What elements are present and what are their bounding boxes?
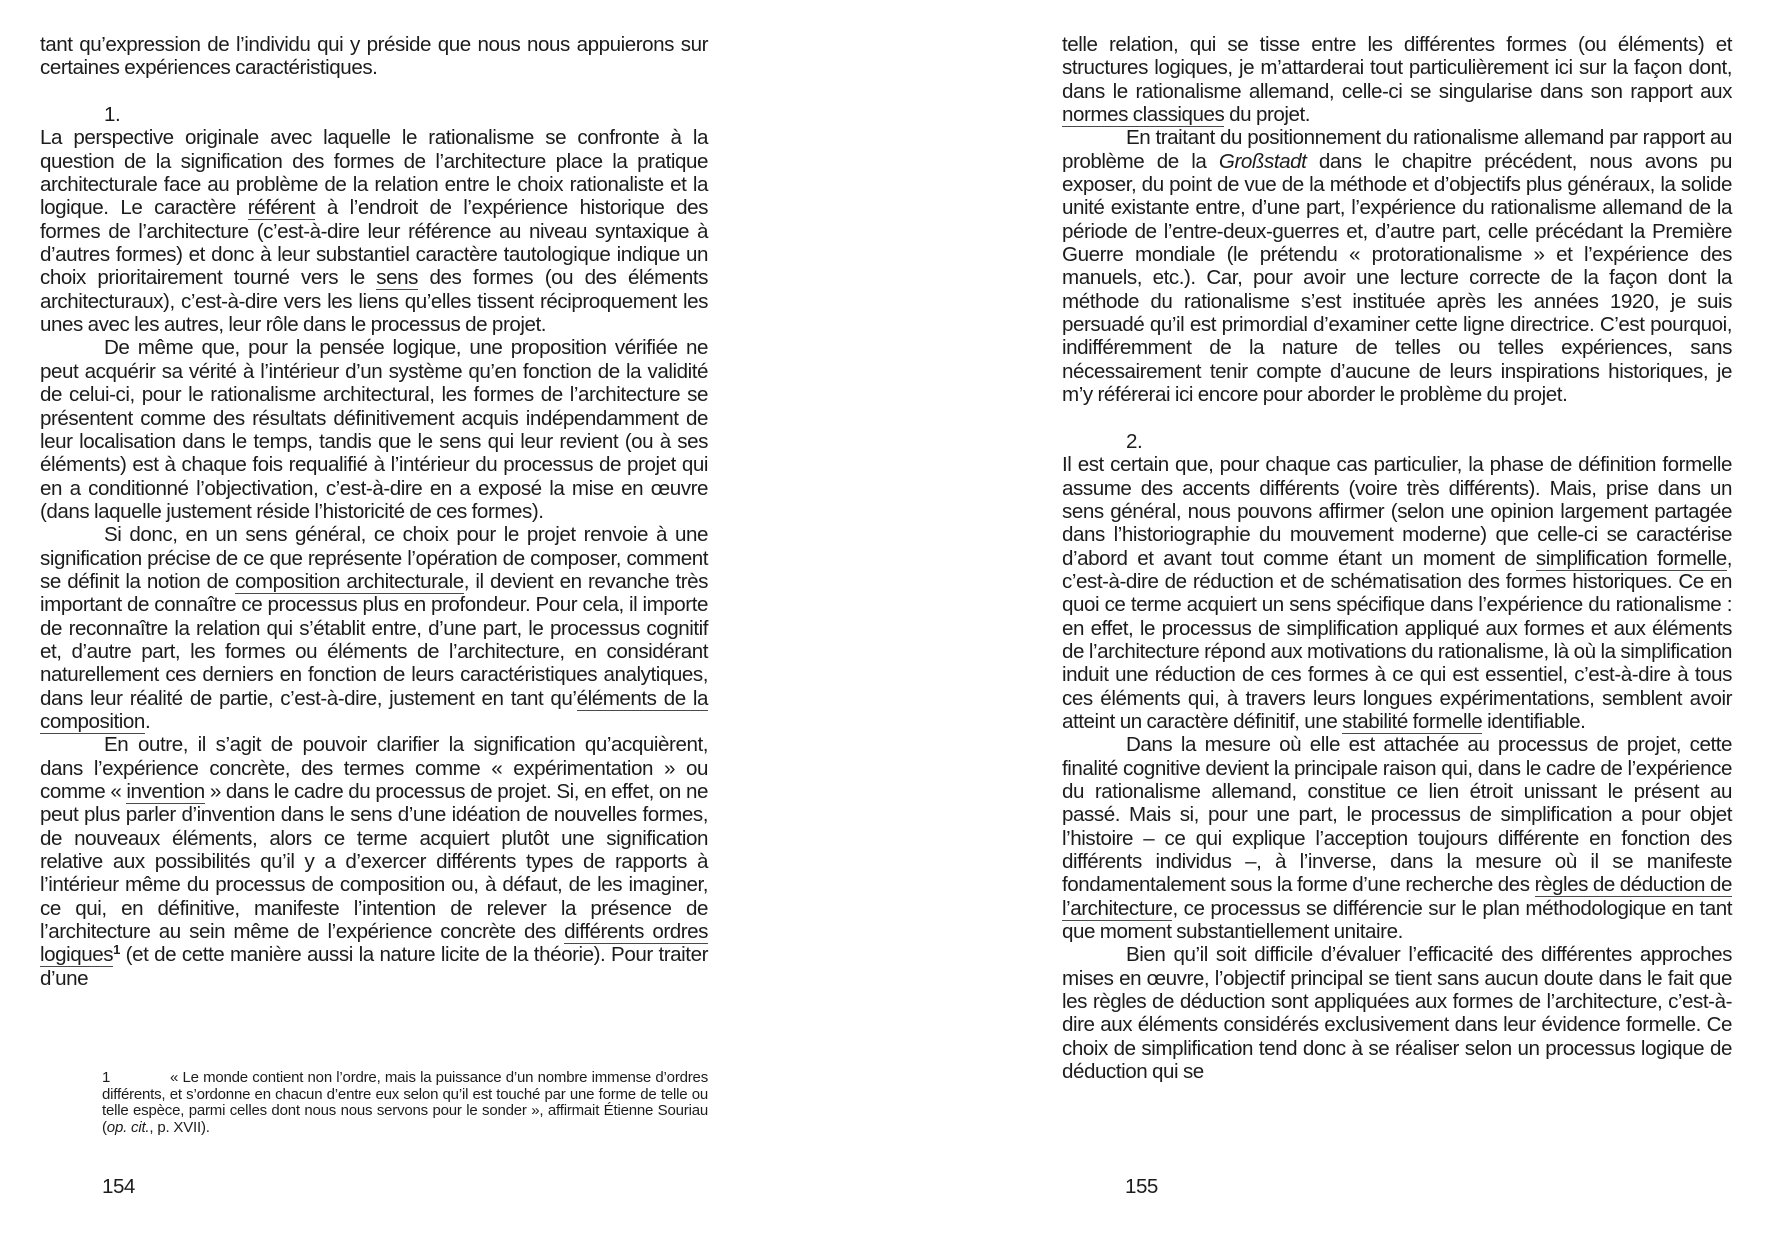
text-run: En traitant du positionnement du rationalisme allemand par rapport au problème de la bbox=[1062, 126, 1732, 173]
text-run: telle relation, qui se tisse entre les différentes formes (ou éléments) et structures logiques, je m’attarderai tout particulièrement ici sur la façon dont, dans le rationalisme allemand, celle-ci se singularise dans son rapport aux bbox=[1062, 33, 1732, 103]
text-run: La perspective originale avec laquelle le rationalisme se confronte à la question de la signification des formes de l’architecture place la pratique architecturale face au problème de la relation entre le choix rationaliste et la logique. Le caractère bbox=[40, 126, 708, 220]
underlined-term: simplification formelle bbox=[1535, 546, 1727, 570]
right-page-body bbox=[1062, 33, 1732, 1083]
underlined-term: différents ordres logiques bbox=[40, 920, 709, 967]
underlined-term: stabilité formelle bbox=[1342, 709, 1483, 733]
section-number: 2. bbox=[1126, 429, 1143, 453]
left-page-body bbox=[40, 33, 708, 990]
paragraph bbox=[1062, 943, 1732, 1083]
underlined-term: éléments de la composition bbox=[40, 686, 708, 733]
text-run: dans le chapitre précédent, nous avons pu exposer, du point de vue de la méthode et d’objectifs plus généraux, la solide unité existante entre, d’une part, l’expérience du rationalisme allemand de la période de l’entre-deux-guerres et, d’autre part, celle précédant la Première Guerre mondiale (le prétendu « protorationalisme » et l’expérience des manuels, etc.). Car, pour avoir une lecture correcte de la façon dont la méthode du rationalisme s’est instituée après les années 1920, je suis persuadé qu’il est primordial d’examiner cette ligne directrice. C’est pourquoi, indifféremment de la nature de telles ou telles expériences, sans nécessairement tenir compte d’aucune de leurs inspirations historiques, je m’y référerai ici encore pour aborder le problème du projet. bbox=[1062, 149, 1732, 407]
footnote-citation-italic: op. cit. bbox=[106, 1118, 150, 1136]
text-run: Dans la mesure où elle est attachée au processus de projet, cette finalité cognitive devient la principale raison qui, dans le cadre de l’expérience du rationalisme allemand, constitue ce lien étroit unissant le présent au passé. Mais si, pour une part, le processus de simplification a pour objet l’histoire – ce qui explique l’acception toujours différente en fonction des différents individus –, à l’inverse, dans la mesure où il se manifeste fondamentalement sous la forme d’une recherche des bbox=[1062, 733, 1732, 897]
italic-term: Großstadt bbox=[1218, 149, 1307, 173]
underlined-term: composition architecturale bbox=[235, 569, 464, 593]
text-run: tant qu’expression de l’individu qui y préside que nous nous appuierons sur certaines expériences caractéristiques. bbox=[40, 33, 708, 80]
text-run: identifiable. bbox=[1482, 709, 1586, 733]
paragraph bbox=[40, 523, 708, 733]
text-run: Il est certain que, pour chaque cas particulier, la phase de définition formelle assume des accents différents (voire très différents). Mais, prise dans un sens général, nous pouvons affirmer (selon une opinion largement partagée dans l’historiographie du mouvement moderne) que celle-ci se caractérise d’abord et avant tout comme étant un moment de bbox=[1062, 453, 1732, 570]
text-run: De même que, pour la pensée logique, une proposition vérifiée ne peut acquérir sa vérité à l’intérieur d’un système qu’en fonction de la validité de celui-ci, pour le rationalisme architectural, les formes de l’architecture se présentent comme des résultats définitivement acquis indépendamment de leur localisation dans le temps, tandis que le sens qui leur revient (ou à ses éléments) est à chaque fois requalifié à l’intérieur du processus de projet qui en a conditionné l’objectivation, c’est-à-dire en a exposé la mise en œuvre (dans laquelle justement réside l’historicité de ces formes). bbox=[40, 336, 708, 523]
underlined-term: sens bbox=[376, 266, 418, 290]
underlined-term: invention bbox=[126, 780, 205, 803]
text-run: des formes (ou des éléments architecturaux), c’est-à-dire vers les liens qu’elles tissent réciproquement les unes avec les autres, leur rôle dans le processus de projet. bbox=[40, 266, 708, 337]
section-number: 1. bbox=[104, 103, 121, 127]
page-number-right: 155 bbox=[1125, 1175, 1158, 1198]
paragraph bbox=[1062, 126, 1732, 406]
paragraph bbox=[40, 336, 708, 523]
paragraph bbox=[40, 733, 708, 990]
paragraph bbox=[1062, 453, 1732, 733]
underlined-term: règles de déduction de l’architecture bbox=[1062, 873, 1732, 920]
text-run: En outre, il s’agit de pouvoir clarifier la signification qu’acquièrent, dans l’expérience concrète, des termes comme « expérimentation » ou comme « bbox=[40, 733, 708, 803]
footnote-number: 1 bbox=[102, 1069, 111, 1086]
text-run: , ce processus se différencie sur le plan méthodologique en tant que moment substantiellement unitaire. bbox=[1062, 896, 1732, 944]
page-number-left: 154 bbox=[102, 1175, 135, 1198]
paragraph bbox=[1062, 33, 1732, 126]
text-run: du projet. bbox=[1224, 103, 1311, 127]
text-run: , il devient en revanche très important de connaître ce processus plus en profondeur. Pour cela, il importe de reconnaître la relation qui s’établit entre, d’une part, le processus cognitif et, d’autre part, les formes ou éléments de l’architecture, en considérant naturellement ces derniers en fonction de leurs caractéristiques analytiques, dans leur réalité de partie, c’est-à-dire, justement en tant qu’ bbox=[40, 569, 708, 710]
text-run: Si donc, en un sens général, ce choix pour le projet renvoie à une signification précise de ce que représente l’opération de composer, comment se définit la notion de bbox=[40, 523, 708, 593]
text-run: (et de cette manière aussi la nature licite de la théorie). Pour traiter d’une bbox=[40, 943, 708, 990]
footnote-1 bbox=[102, 1070, 708, 1136]
footnote-text: « Le monde contient non l’ordre, mais la puissance d’un nombre immense d’ordres différents, et s’ordonne en chacun d’entre eux selon qu’il est touché par une forme de telle ou telle espèce, parmi celles dont nous nous servons pour le sonder », affirmait Étienne Souriau ( bbox=[102, 1069, 708, 1136]
text-run: , c’est-à-dire de réduction et de schématisation des formes historiques. Ce en quoi ce terme acquiert un sens spécifique dans l’expérience du rationalisme : en effet, le processus de simplification appliqué aux formes et aux éléments de l’architecture répond aux motivations du rationalisme, là où la simplification induit une réduction de ces formes à ce qui est essentiel, c’est-à-dire à tous ces éléments qui, à travers leurs longues expérimentations, semblent avoir atteint un caractère définitif, une bbox=[1062, 546, 1732, 733]
paragraph bbox=[40, 33, 708, 80]
text-run: Bien qu’il soit difficile d’évaluer l’efficacité des différentes approches mises en œuvre, l’objectif principal se tient sans aucun doute dans le fait que les règles de déduction sont appliquées aux formes de l’architecture, c’est-à-dire aux éléments considérés exclusivement dans leur évidence formelle. Ce choix de simplification tend donc à se réaliser selon un processus logique de déduction qui se bbox=[1062, 943, 1732, 1084]
text-run: à l’endroit de l’expérience historique des formes de l’architecture (c’est-à-dire leur référence au niveau syntaxique à d’autres formes) et donc à leur substantiel caractère tautologique indique un choix prioritairement tourné vers le bbox=[40, 196, 709, 290]
paragraph bbox=[40, 126, 708, 336]
footnote-reference: 1 bbox=[113, 942, 120, 958]
underlined-term: normes classiques bbox=[1062, 103, 1225, 127]
footnote-text-end: , p. XVII). bbox=[149, 1118, 210, 1136]
text-run: . bbox=[144, 709, 151, 733]
text-run: » dans le cadre du processus de projet. Si, en effet, on ne peut plus parler d’invention dans le sens d’une idéation de nouvelles formes, de nouveaux éléments, alors ce terme acquiert plutôt une signification relative aux possibilités qu’il y a d’exercer différents types de rapports à l’intérieur même du processus de composition ou, à défaut, de les imaginer, ce qui, en définitive, manifeste l’intention de relever la présence de l’architecture au sein même de l’expérience concrète des bbox=[40, 780, 708, 944]
paragraph bbox=[1062, 733, 1732, 943]
underlined-term: référent bbox=[247, 196, 316, 220]
